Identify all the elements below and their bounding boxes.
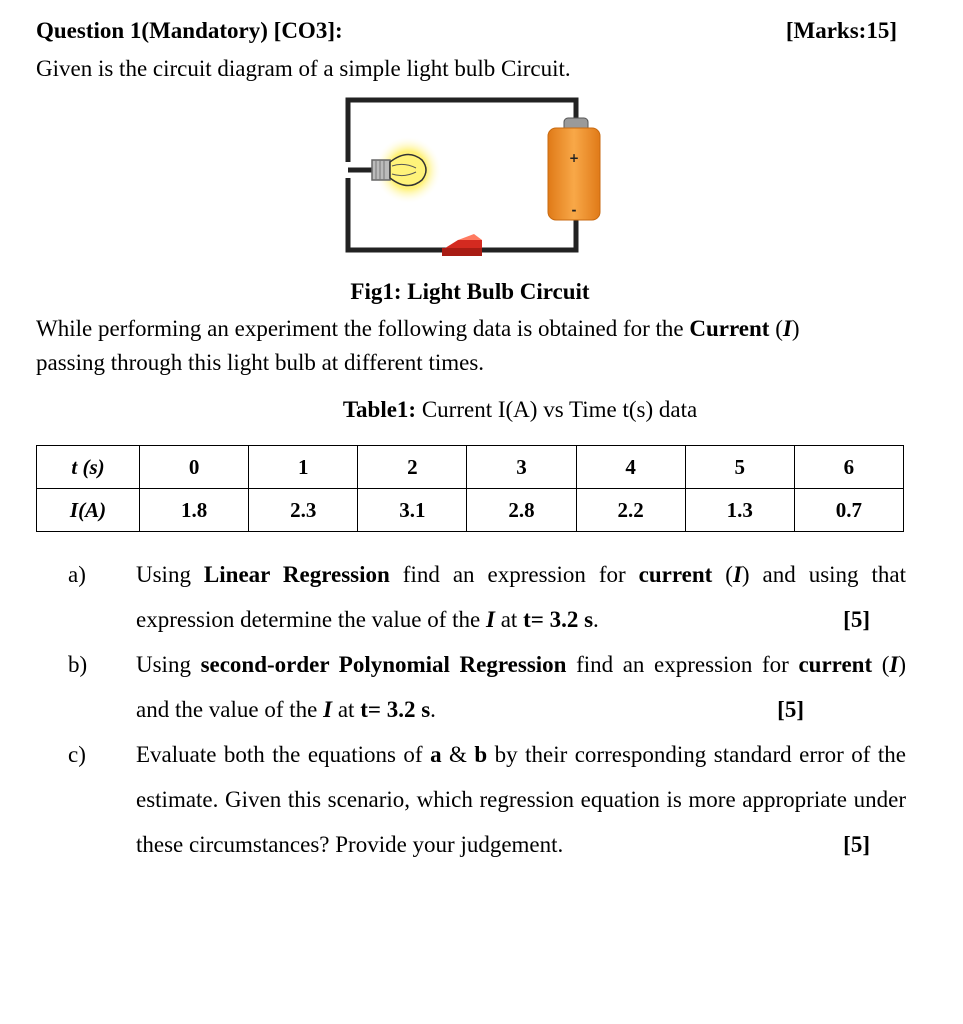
part-b-label: b)	[68, 652, 88, 677]
part-a-marks: [5]	[843, 607, 870, 632]
question-parts	[36, 552, 906, 867]
table-cell: 0.7	[794, 489, 903, 532]
question-intro: Given is the circuit diagram of a simple light bulb Circuit.	[36, 56, 571, 81]
table-cell: 1	[249, 446, 358, 489]
switch-icon	[442, 234, 482, 256]
table-row-time	[37, 446, 904, 489]
battery-icon	[548, 118, 600, 220]
table-cell: 2.3	[249, 489, 358, 532]
part-c: c) Evaluate both the equations of a & b by their corresponding standard error of the estimate. Given this scenario, which regression equation is more appropriate under these circumstances? Provide your judgement. [5]	[36, 732, 906, 867]
part-a-label: a)	[68, 562, 86, 587]
table-cell: 0	[140, 446, 249, 489]
part-c-label: c)	[68, 742, 86, 767]
table-cell: 1.3	[685, 489, 794, 532]
table-header-current: I(A)	[37, 489, 140, 532]
light-bulb-circuit-diagram	[330, 92, 610, 262]
part-a: a) Using Linear Regression find an expression for current (I) and using that expression determine the value of the I at t= 3.2 s. [5]	[36, 552, 906, 642]
table-cell: 4	[576, 446, 685, 489]
table-cell: 1.8	[140, 489, 249, 532]
table-cell: 3	[467, 446, 576, 489]
table-header-time: t (s)	[37, 446, 140, 489]
part-b: b) Using second-order Polynomial Regression find an expression for current (I) and the value of the I at t= 3.2 s. [5]	[36, 642, 906, 732]
table-cell: 3.1	[358, 489, 467, 532]
battery-minus-label: -	[571, 203, 577, 217]
battery-plus-label: +	[568, 151, 580, 165]
table-cell: 5	[685, 446, 794, 489]
table-cell: 2.8	[467, 489, 576, 532]
table-cell: 2.2	[576, 489, 685, 532]
table-cell: 2	[358, 446, 467, 489]
table-row-current	[37, 489, 904, 532]
question-title: Question 1(Mandatory) [CO3]:	[36, 18, 343, 43]
experiment-paragraph: While performing an experiment the following data is obtained for the Current (I) passing through this light bulb at different times.	[36, 316, 800, 375]
part-c-marks: [5]	[843, 832, 870, 857]
light-bulb-icon	[372, 136, 442, 204]
part-b-marks: [5]	[777, 697, 804, 722]
current-time-table	[36, 445, 904, 532]
figure-caption: Fig1: Light Bulb Circuit	[350, 279, 590, 304]
question-marks: [Marks:15]	[785, 18, 897, 43]
table-cell: 6	[794, 446, 903, 489]
table-caption: Table1: Current I(A) vs Time t(s) data	[342, 397, 698, 422]
